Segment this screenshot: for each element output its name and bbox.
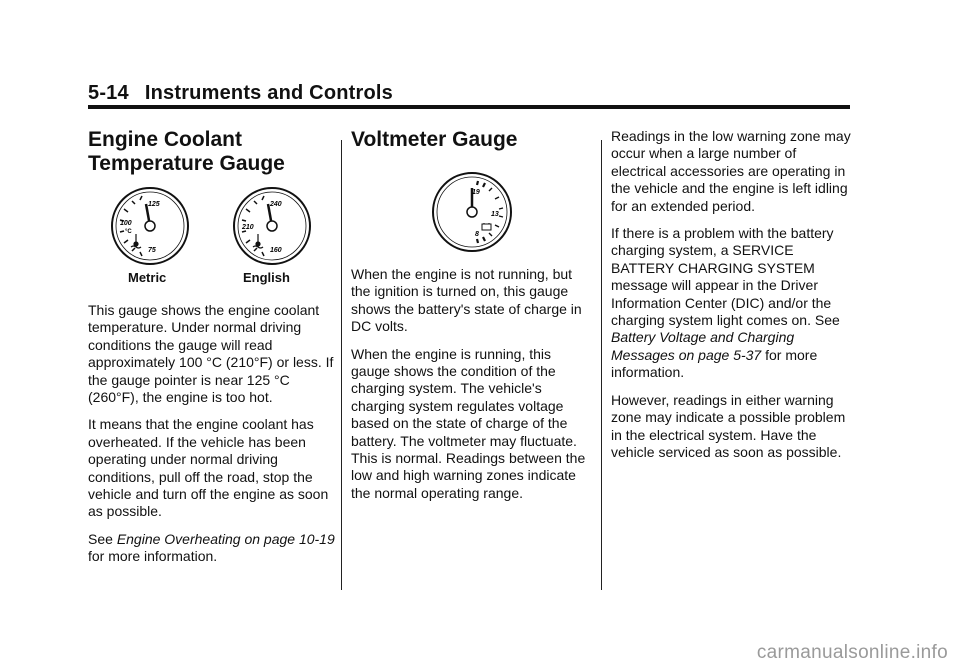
- voltmeter-label-bottom: 8: [475, 231, 479, 238]
- battery-voltage-reference[interactable]: Battery Voltage and Charging Messages on page 5-37: [611, 329, 795, 363]
- voltmeter-gauge-svg: [351, 166, 591, 256]
- coolant-paragraph-1: This gauge shows the engine coolant temperature. Under normal driving conditions the gauge will read approximately 100 °C (210°F) or less. If the gauge pointer is near 125 °C (260°F), the engine is too hot.: [88, 302, 334, 406]
- caption-metric: Metric: [128, 270, 167, 285]
- voltmeter-figure: [351, 166, 591, 256]
- metric-label-bottom: 75: [148, 247, 156, 254]
- metric-gauge: [112, 188, 188, 264]
- page-header: [88, 82, 393, 105]
- voltmeter-gauge: [433, 173, 511, 251]
- battery-system-text: If there is a problem with the battery charging system, a SERVICE BATTERY CHARGING SYSTEM message will appear in the Driver Information Center (DIC) and/or the charging system light comes on. See: [611, 225, 840, 329]
- voltmeter-continued: [611, 128, 851, 471]
- battery-icon: [482, 223, 491, 230]
- english-label-top: 240: [270, 201, 282, 208]
- english-label-left: 210: [242, 224, 254, 231]
- column-divider: [601, 140, 602, 590]
- coolant-gauges-figure: [88, 184, 336, 284]
- metric-label-left: 100: [120, 220, 132, 227]
- coolant-title-line1: Engine Coolant: [88, 128, 242, 151]
- english-label-bottom: 160: [270, 247, 282, 254]
- watermark: carmanualsonline.info: [756, 642, 948, 663]
- see-text: See: [88, 530, 117, 547]
- engine-overheating-reference[interactable]: Engine Overheating on page 10-19: [116, 530, 335, 547]
- caption-english: English: [243, 270, 290, 285]
- header-rule: [88, 105, 850, 109]
- voltmeter-label-right: 13: [491, 211, 499, 218]
- coolant-title: [88, 128, 336, 176]
- more-info-text: for more information.: [88, 548, 218, 565]
- section-title: Instruments and Controls: [144, 82, 393, 104]
- more-info-text: for more information.: [611, 346, 818, 381]
- metric-label-top: 125: [148, 201, 160, 208]
- voltmeter-paragraph-2: When the engine is running, this gauge shows the condition of the charging system. The vehicle's charging system regulates voltage based on the state of charge of the battery. The voltmeter may fluctuate. This is normal. Readings between the low and high warning zones indicate the normal operating range.: [351, 345, 586, 501]
- col3-paragraph-1: Readings in the low warning zone may occur when a large number of electrical accessories are operating in the vehicle and the engine is left idling for an extended period.: [611, 128, 851, 214]
- metric-label-unit: °C: [125, 229, 132, 235]
- coolant-title-line2: Temperature Gauge: [88, 152, 285, 175]
- english-gauge: [234, 188, 310, 264]
- voltmeter-title: Voltmeter Gauge: [351, 128, 518, 151]
- voltmeter-section: [351, 128, 591, 512]
- coolant-section: [88, 128, 336, 576]
- col3-paragraph-2: [611, 225, 851, 382]
- column-divider: [341, 140, 342, 590]
- coolant-gauges-svg: [88, 184, 336, 270]
- voltmeter-label-top: 19: [472, 189, 480, 196]
- page-number: 5-14: [88, 82, 129, 104]
- coolant-paragraph-3: [88, 531, 336, 566]
- coolant-paragraph-2: It means that the engine coolant has overheated. If the vehicle has been operating under normal driving conditions, pull off the road, stop the vehicle and turn off the engine as soon as possible.: [88, 416, 329, 520]
- col3-paragraph-3: However, readings in either warning zone may indicate a possible problem in the electrical system. Have the vehicle serviced as soon as possible.: [611, 391, 846, 460]
- voltmeter-paragraph-1: When the engine is not running, but the ignition is turned on, this gauge shows the battery's state of charge in DC volts.: [351, 266, 582, 335]
